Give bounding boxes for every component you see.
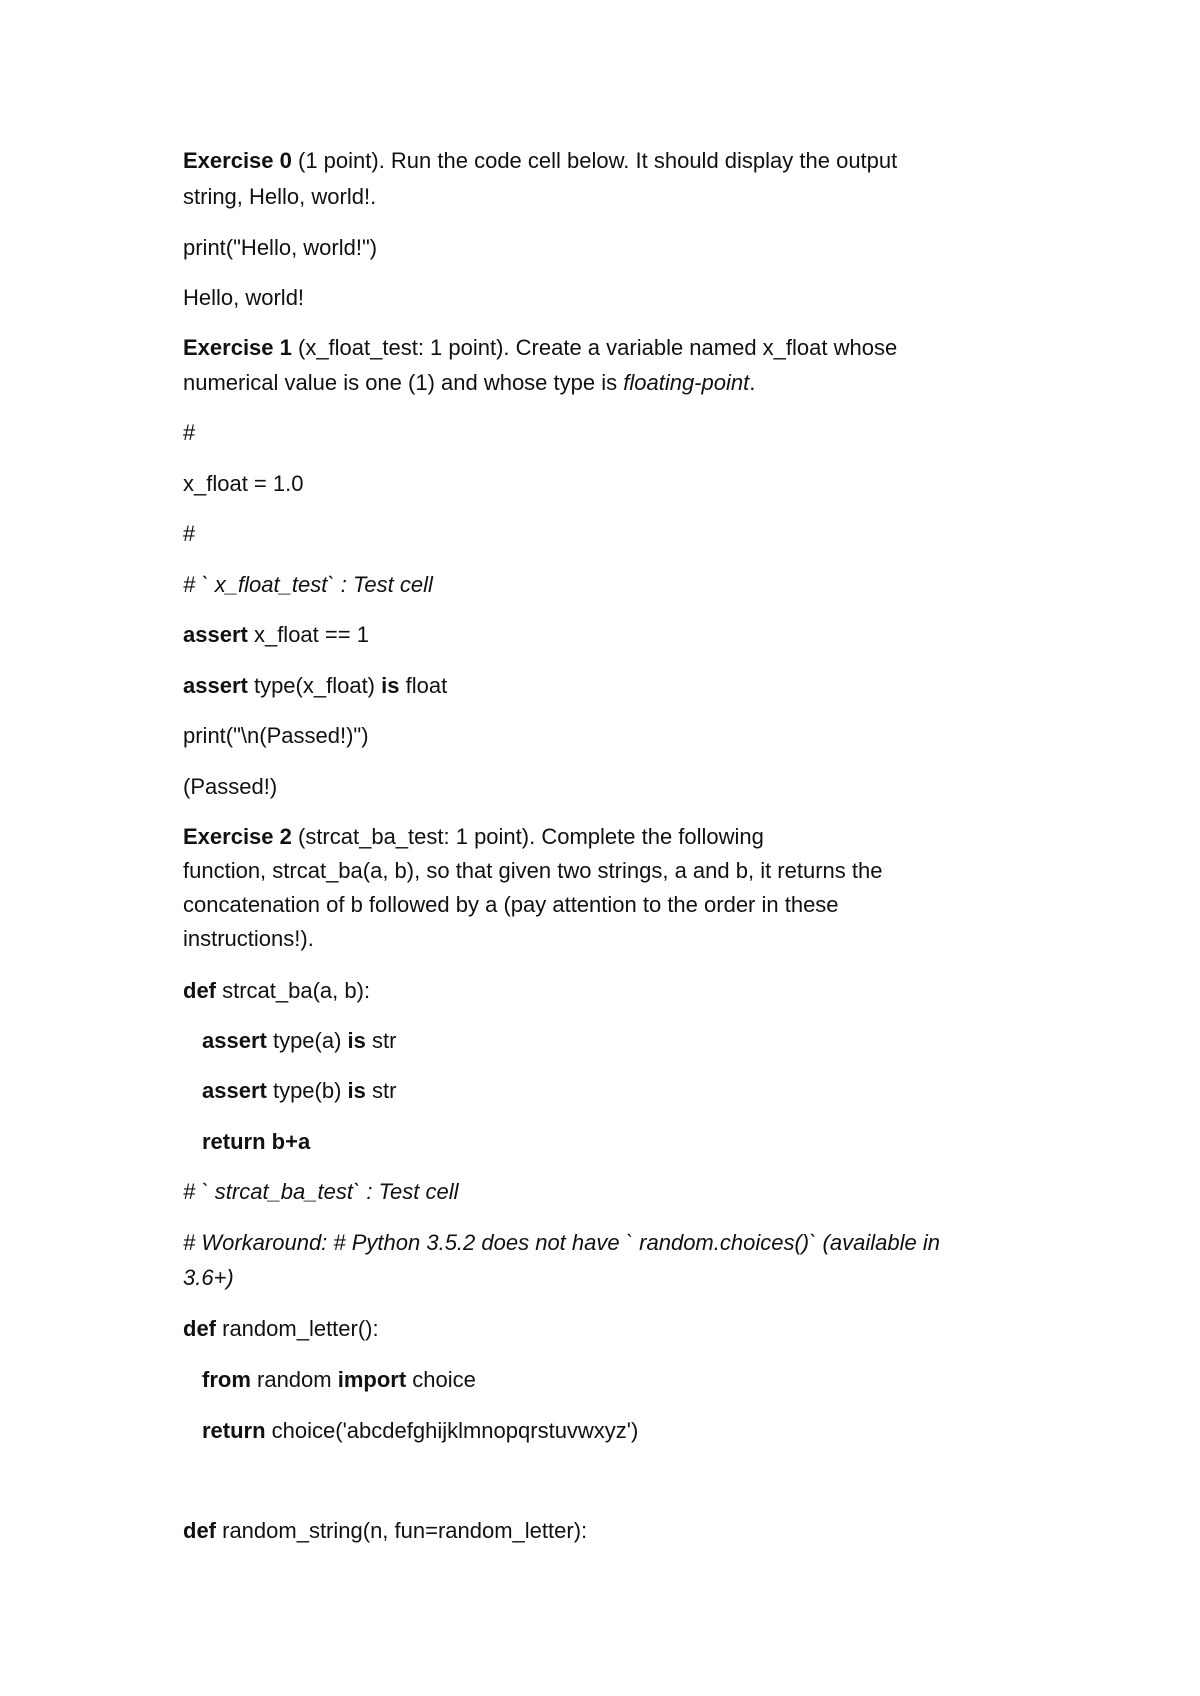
exercise-2-description-line-4: instructions!). [183,926,314,951]
test-1-assert-value [183,618,369,652]
cell-0-output: Hello, world! [183,285,305,310]
strcat-return [202,1125,310,1159]
strcat-assert-b [202,1074,396,1108]
exercise-1-meta: (x_float_test: 1 point). Create a variable named x_float whose [291,335,898,360]
def-keyword: def [183,1316,216,1341]
random-letter-import [202,1363,476,1397]
def-keyword: def [183,978,216,1003]
random-string-def [183,1514,587,1548]
function-signature: random_letter(): [216,1316,379,1341]
exercise-0-heading [183,144,897,178]
test-1-assert-type [183,669,447,703]
exercise-1-label: Exercise 1 [183,335,292,360]
module-name: random [250,1367,338,1392]
exercise-1-desc-text: numerical value is one (1) and whose type is [183,370,624,395]
exercise-2-description-line-2: function, strcat_ba(a, b), so that given two strings, a and b, it returns the [183,858,883,883]
cell-1-hash-open: # [183,420,196,445]
assert-keyword: assert [202,1028,267,1053]
exercise-1-description [183,366,755,400]
workaround-comment-line-2: 3.6+) [183,1265,234,1290]
random-letter-return [202,1414,638,1448]
assert-type-name: str [365,1028,397,1053]
assert-type-name: str [365,1078,397,1103]
assert-expression: type(x_float) [247,673,382,698]
exercise-1-desc-emphasis: floating-point [623,370,750,395]
cell-1-assignment: x_float = 1.0 [183,471,304,496]
test-1-output: (Passed!) [183,774,278,799]
imported-name: choice [406,1367,476,1392]
is-keyword: is [347,1028,366,1053]
def-keyword: def [183,1518,216,1543]
import-keyword: import [337,1367,407,1392]
exercise-2-label: Exercise 2 [183,824,292,849]
exercise-1-heading [183,331,897,365]
return-expression: b+a [265,1129,311,1154]
cell-1-hash-close: # [183,521,196,546]
test-1-comment: # ` x_float_test` : Test cell [183,572,433,597]
random-letter-def [183,1312,379,1346]
return-keyword: return [202,1129,266,1154]
exercise-2-meta: (strcat_ba_test: 1 point). Complete the following [291,824,764,849]
assert-expression: x_float == 1 [247,622,369,647]
assert-keyword: assert [183,622,248,647]
assert-keyword: assert [202,1078,267,1103]
assert-keyword: assert [183,673,248,698]
assert-expression: type(a) [266,1028,348,1053]
function-signature: random_string(n, fun=random_letter): [216,1518,588,1543]
is-keyword: is [347,1078,366,1103]
strcat-def [183,974,370,1008]
function-signature: strcat_ba(a, b): [216,978,371,1003]
test-1-print: print("\n(Passed!)") [183,723,369,748]
exercise-0-description: string, Hello, world!. [183,184,377,209]
return-keyword: return [202,1418,266,1443]
exercise-2-description-line-3: concatenation of b followed by a (pay attention to the order in these [183,892,839,917]
return-expression: choice('abcdefghijklmnopqrstuvwxyz') [265,1418,639,1443]
strcat-assert-a [202,1024,396,1058]
is-keyword: is [381,673,400,698]
exercise-1-desc-end: . [749,370,756,395]
cell-0-code: print("Hello, world!") [183,235,378,260]
test-2-comment: # ` strcat_ba_test` : Test cell [183,1179,459,1204]
workaround-comment-line-1: # Workaround: # Python 3.5.2 does not have ` random.choices()` (available in [183,1230,940,1255]
exercise-0-label: Exercise 0 [183,148,292,173]
from-keyword: from [202,1367,251,1392]
exercise-2-heading [183,820,764,854]
assert-expression: type(b) [266,1078,348,1103]
exercise-0-meta: (1 point). Run the code cell below. It should display the output [291,148,898,173]
assert-type-name: float [399,673,448,698]
